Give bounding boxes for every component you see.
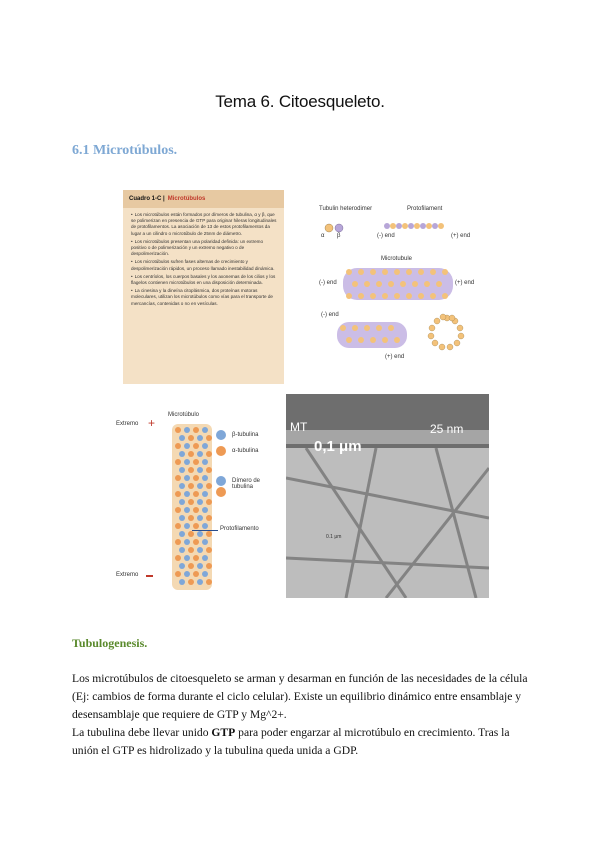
tubulin-dot [193,523,199,529]
tubulin-dot [206,531,212,537]
box-topic: Microtúbulos [167,196,206,202]
tubulin-dot [179,515,185,521]
tubulin-dot [193,475,199,481]
tubulin-dot [184,555,190,561]
tubulin-dot [206,547,212,553]
tubulin-dot [202,459,208,465]
tubulin-dot [193,571,199,577]
paragraph: Los microtúbulos de citoesqueleto se arman y desarman en función de las necesidades de la célula (Ej: cambios de forma durante el ciclo celular). Existe un equilibrio dinámico entre ensamblaje y desensamblaje que requiere de GTP y Mg^2+. [72,672,528,721]
tubulin-dot [175,459,181,465]
tubulin-dot [175,571,181,577]
tubulin-dot [197,451,203,457]
tubulin-dot [193,555,199,561]
pointer-line [192,530,218,531]
tubulin-dot [206,563,212,569]
beta-tubulin-label: β-tubulina [232,432,259,438]
tubulin-dot [184,507,190,513]
tubulin-dot [175,427,181,433]
minus-end-label: (-) end [319,280,337,286]
tubulin-dot [179,547,185,553]
list-item: • Los microtúbulos presentan una polaridad definida: un extremo positivo o de polimerización y un extremo negativo o de despolimerización. [131,239,279,258]
tubulin-dot [179,563,185,569]
tubulin-dot [188,563,194,569]
tubulin-dot [197,563,203,569]
tubulin-dot [197,435,203,441]
box-label: Cuadro 1-C | [129,196,165,202]
tubulin-dot [184,475,190,481]
tubulin-dot [193,539,199,545]
tubulin-dot [179,499,185,505]
section-heading: 6.1 Microtúbulos. [72,143,178,158]
tubulin-dot [179,483,185,489]
dimer-bottom-icon [216,487,226,497]
alpha-tubulin-label: α-tubulina [232,448,259,454]
tubulin-dot [175,507,181,513]
tubulin-dot [175,539,181,545]
minus-end-label: (-) end [321,312,339,318]
bold-term: GTP [211,726,236,739]
tubulin-dot [193,507,199,513]
tubulin-dot [175,475,181,481]
tubulin-dot [188,499,194,505]
tubulin-dot [206,483,212,489]
tubulin-dot [179,451,185,457]
tubulin-dot [184,491,190,497]
tubulin-dot [197,547,203,553]
width-label: 25 nm [430,422,464,436]
tubulin-dot [184,539,190,545]
tubulin-dot [175,555,181,561]
tubulin-dot [175,443,181,449]
tubulin-dot [202,539,208,545]
tubulin-dot [202,555,208,561]
inner-scale-label: 0.1 μm [326,534,342,540]
list-item: • Los microtúbulos sufren fases alternas de crecimiento y despolimerización rápidos, un proceso llamado inestabilidad dinámica. [131,259,279,271]
tubulin-dot [202,475,208,481]
tubulin-dot [184,427,190,433]
beta-tubulin-icon [216,430,226,440]
dimer-top-icon [216,476,226,486]
protofilament-label: Protofilament [407,206,443,212]
heterodimer-label: Tubulin heterodimer [319,206,373,212]
tubulin-dot [206,515,212,521]
paragraph [72,724,532,760]
summary-list [123,212,284,307]
tubulin-dot [184,443,190,449]
list-item: • La cinesina y la dineína citoplásmica, dos proteínas motoras moleculares, utilizan los microtúbulos como vías para el transporte de mercancías, contenidas o no en vesículas. [131,288,279,307]
tubulin-dot [197,467,203,473]
tubulin-dot [188,515,194,521]
summary-box-header [123,190,284,208]
page-title: Tema 6. Citoesqueleto. [215,92,385,111]
scale-label: 0,1 μm [314,438,362,455]
tubulin-dot [179,579,185,585]
summary-box [123,190,284,384]
tubulin-dot [202,571,208,577]
tubulin-dot [202,507,208,513]
protofilament-label: Protofilamento [220,526,259,532]
microtubule-rod [172,424,212,590]
tubulin-dot [206,435,212,441]
tubulin-dot [206,499,212,505]
tubulin-dot [197,579,203,585]
tubulin-dot [188,531,194,537]
tubulin-dot [184,523,190,529]
tubulin-dot [206,451,212,457]
alpha-label: α [321,233,325,239]
tubulin-dot [193,491,199,497]
minus-end-label: Extremo [116,572,139,578]
tubulin-dot [184,571,190,577]
beta-label: β [337,233,341,239]
tubulin-dot [197,515,203,521]
tubulin-dot [197,531,203,537]
tubulin-dot [179,467,185,473]
minus-sign-icon [146,575,153,577]
plus-end-label: Extremo [116,421,139,427]
microtubule-diagram [112,412,282,590]
list-item: • Los microtúbulos están formados por dímeros de tubulina, α y β, que se polimerizan en presencia de GTP para originar hileras longitudinales de protofilamentos. La asociación de 13 de estos protofilamentos da lugar a un cilindro o microtúbulo de 25nm de diámetro. [131,212,279,237]
tubulin-dot [188,579,194,585]
microtubule-label: Microtubule [381,256,413,262]
microtubule-structure-figure [315,200,480,375]
microtubule-label: Microtúbulo [168,412,200,418]
tubulin-dot [197,499,203,505]
tubulin-dot [193,427,199,433]
plus-sign-icon: + [148,416,156,430]
electron-micrograph [286,394,489,598]
tubulin-dot [175,491,181,497]
tubulin-dot [188,467,194,473]
tubulin-dot [188,435,194,441]
tubulin-dot [179,435,185,441]
mt-label: MT [290,420,308,434]
dimer-label: Dímero de tubulina [232,478,261,490]
text-run: para poder engarzar al microtúbulo en crecimiento. Tras la unión el GTP es hidrolizado y la tubulina queda unida a GDP. [72,726,510,757]
tubule-illustration [315,200,480,375]
tubulin-dot [202,427,208,433]
tubulin-dot [179,531,185,537]
tubulin-dot [188,547,194,553]
text-run: La tubulina debe llevar unido [72,726,212,739]
tubulin-dot [184,459,190,465]
tubulin-dot [193,443,199,449]
minus-end-label: (-) end [377,233,395,239]
tubulin-dot [188,483,194,489]
list-item: • Los centríolos, los cuerpos basales y los axonemas de los cilios y los flagelos contienen microtúbulos en una disposición determinada. [131,274,279,286]
tubulin-dot [206,579,212,585]
tubulin-dot [193,459,199,465]
tubulin-dot [202,443,208,449]
alpha-tubulin-icon [216,446,226,456]
tubulin-dot [197,483,203,489]
plus-end-label: (+) end [451,233,471,239]
tubulin-dot [206,467,212,473]
tubulin-dot [202,491,208,497]
filament-network [286,448,489,598]
subsection-heading: Tubulogenesis. [72,636,148,650]
plus-end-label: (+) end [385,354,405,360]
tubulin-dot [175,523,181,529]
tubulin-dot [188,451,194,457]
plus-end-label: (+) end [455,280,475,286]
tubulin-dot [202,523,208,529]
